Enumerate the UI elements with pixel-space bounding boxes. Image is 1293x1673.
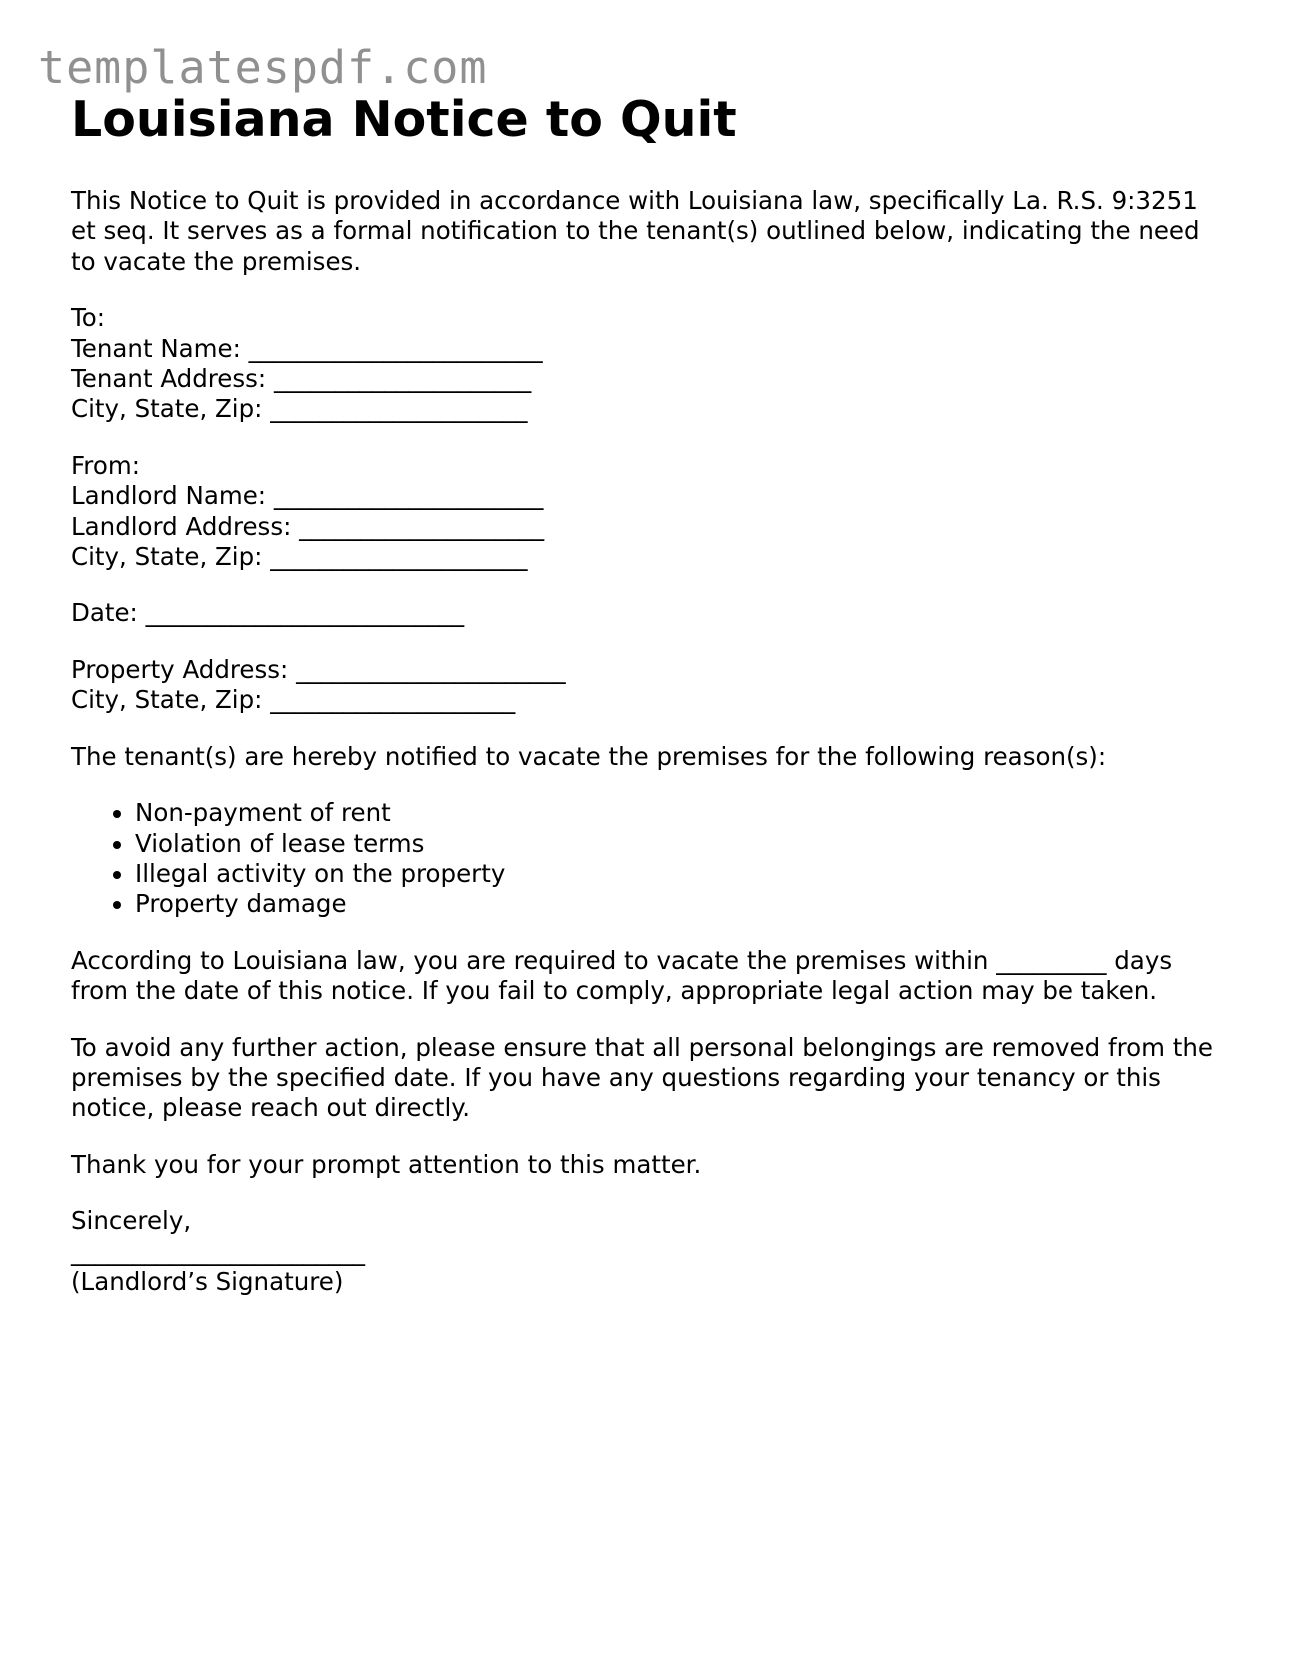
signature-label: (Landlord’s Signature)	[71, 1266, 344, 1296]
reasons-list	[71, 798, 1231, 920]
landlord-city-state-zip-field: City, State, Zip: _____________________	[71, 542, 528, 572]
property-city-state-zip-field: City, State, Zip: ____________________	[71, 685, 516, 715]
tenant-city-state-zip-field: City, State, Zip: _____________________	[71, 394, 528, 424]
from-section	[71, 451, 1231, 573]
reasons-intro: The tenant(s) are hereby notified to vacate the premises for the following reason(s):	[71, 741, 1107, 771]
tenant-name-field: Tenant Name: ________________________	[71, 333, 543, 363]
reason-item: • Property damage	[135, 889, 1231, 919]
watermark-text: templatespdf.com	[38, 41, 488, 94]
to-section	[71, 303, 1231, 425]
reason-item: • Violation of lease terms	[135, 829, 1231, 859]
vacate-paragraph: According to Louisiana law, you are required to vacate the premises within _________ days from the date of this notice. If you fail to comply, appropriate legal action may be taken.	[71, 945, 1173, 1006]
intro-paragraph: This Notice to Quit is provided in accordance with Louisiana law, specifically La. R.S. 9:3251 et seq. It serves as a formal notification to the tenant(s) outlined below, indicating the need to vacate the premises.	[71, 186, 1200, 276]
from-heading: From:	[71, 450, 140, 480]
date-field: Date: __________________________	[71, 598, 465, 628]
landlord-name-field: Landlord Name: ______________________	[71, 481, 544, 511]
document-body	[71, 186, 1231, 1297]
landlord-address-field: Landlord Address: ____________________	[71, 511, 545, 541]
to-heading: To:	[71, 303, 106, 333]
document-title: Louisiana Notice to Quit	[71, 91, 737, 148]
signature-block	[71, 1206, 1231, 1297]
date-section	[71, 598, 1231, 628]
reason-item: • Illegal activity on the property	[135, 859, 1231, 889]
notice-document	[71, 88, 1231, 1297]
closing-text: Sincerely,	[71, 1206, 192, 1236]
property-section	[71, 655, 1231, 716]
thanks-line: Thank you for your prompt attention to this matter.	[71, 1149, 702, 1179]
signature-line: ________________________	[71, 1236, 365, 1266]
property-address-field: Property Address: ______________________	[71, 654, 566, 684]
belongings-paragraph: To avoid any further action, please ensure that all personal belongings are removed from the premises by the specified date. If you have any questions regarding your tenancy or this notice, please reach out directly.	[71, 1032, 1213, 1123]
reason-item: • Non-payment of rent	[135, 798, 1231, 828]
tenant-address-field: Tenant Address: _____________________	[71, 364, 532, 394]
